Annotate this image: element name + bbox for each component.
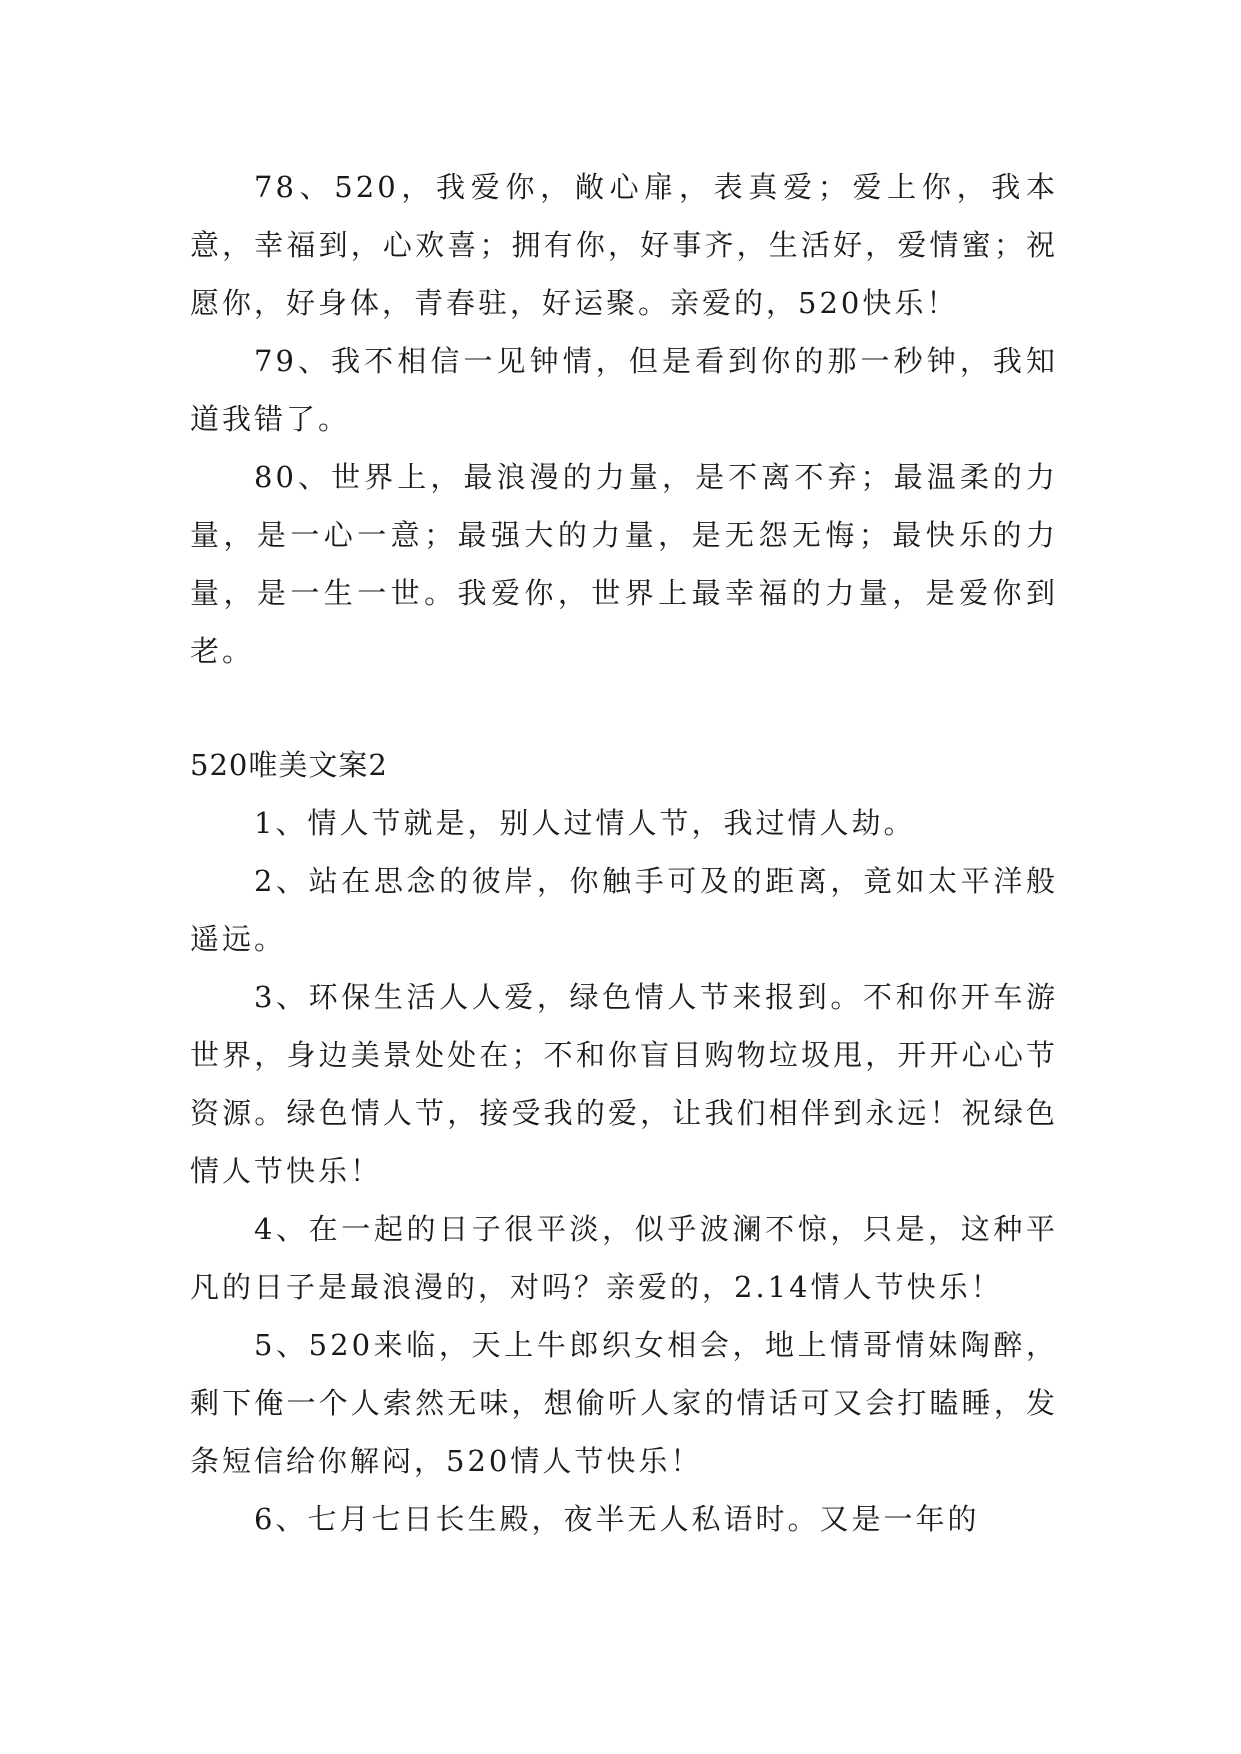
paragraph-1: 1、情人节就是，别人过情人节，我过情人劫。 [254, 806, 916, 840]
paragraph-79: 79、我不相信一见钟情，但是看到你的那一秒钟，我知道我错了。 [190, 344, 1058, 436]
document-body [190, 158, 1058, 1548]
paragraph-78: 78、520，我爱你，敞心扉，表真爱；爱上你，我本意，幸福到，心欢喜；拥有你，好事齐，生活好，爱情蜜；祝愿你，好身体，青春驻，好运聚。亲爱的，520快乐！ [190, 170, 1058, 320]
paragraph-80: 80、世界上，最浪漫的力量，是不离不弃；最温柔的力量，是一心一意；最强大的力量，是无怨无悔；最快乐的力量，是一生一世。我爱你，世界上最幸福的力量，是爱你到老。 [190, 460, 1058, 668]
paragraph-5: 5、520来临，天上牛郎织女相会，地上情哥情妹陶醉，剩下俺一个人索然无味，想偷听人家的情话可又会打瞌睡，发条短信给你解闷，520情人节快乐！ [190, 1328, 1058, 1478]
paragraph-6: 6、七月七日长生殿，夜半无人私语时。又是一年的 [254, 1502, 980, 1536]
paragraph-4: 4、在一起的日子很平淡，似乎波澜不惊，只是，这种平凡的日子是最浪漫的，对吗？亲爱的，2.14情人节快乐！ [190, 1212, 1058, 1304]
paragraph-2: 2、站在思念的彼岸，你触手可及的距离，竟如太平洋般遥远。 [190, 864, 1058, 956]
section-heading: 520唯美文案2 [190, 748, 388, 782]
paragraph-3: 3、环保生活人人爱，绿色情人节来报到。不和你开车游世界，身边美景处处在；不和你盲目购物垃圾甩，开开心心节资源。绿色情人节，接受我的爱，让我们相伴到永远！祝绿色情人节快乐！ [190, 980, 1058, 1188]
section-spacer [190, 680, 1058, 736]
